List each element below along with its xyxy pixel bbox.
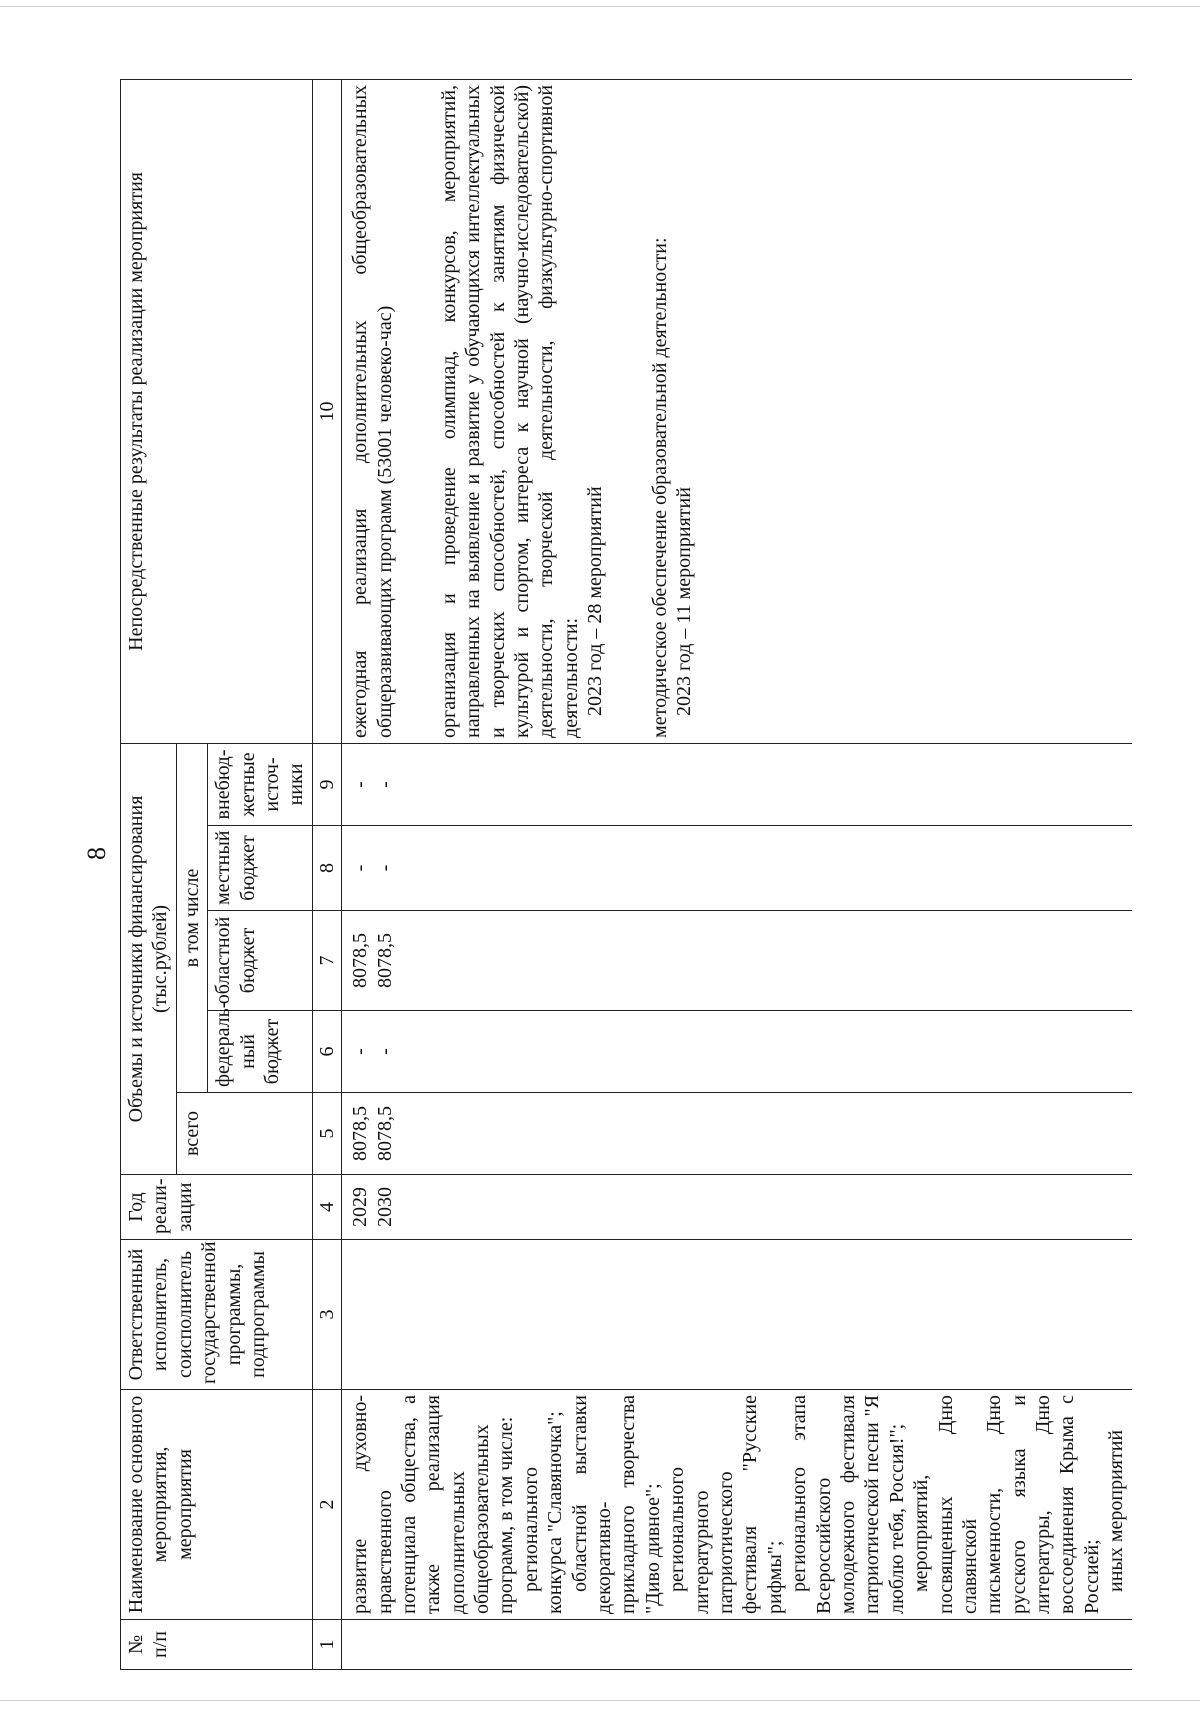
local-value: - [349, 864, 372, 872]
header-financing: Объемы и источники финансирования (тыс.рублей) [121, 743, 177, 1174]
activity-name-cell [342, 1390, 1132, 1620]
row-number-cell [342, 1620, 1132, 1670]
header-total: всего [176, 1093, 312, 1175]
col-number: 5 [312, 1093, 341, 1175]
col-number: 7 [312, 911, 341, 1011]
extra-cell [342, 743, 1132, 825]
header-year: Год реали-зации [121, 1175, 313, 1240]
activity-paragraph: регионального конкурса "Славяночка"; [519, 1411, 567, 1614]
col-number: 9 [312, 743, 341, 825]
result-paragraph: ежегодная реализация дополнительных общеобразовательных общеразвивающих программ (53001 человеко-час) [349, 84, 396, 738]
results-cell [342, 79, 1132, 743]
header-name: Наименование основного мероприятия, мероприятия [121, 1390, 313, 1620]
result-paragraph: 2023 год – 11 мероприятий [673, 487, 696, 716]
year-value: 2029 [349, 1187, 372, 1227]
header-results: Непосредственные результаты реализации мероприятия [121, 79, 313, 743]
regional-cell [342, 911, 1132, 1011]
federal-value: - [349, 1048, 372, 1055]
header-local: местный бюджет [208, 826, 313, 911]
result-paragraph: методическое обеспечение образовательной деятельности: [648, 237, 671, 738]
total-value: 8078,5 [349, 1106, 372, 1161]
activity-paragraph: регионального этапа Всероссийского молодежного фестиваля патриотической песни "Я люблю тебя, Россия!"; [788, 1395, 908, 1614]
result-paragraph: 2023 год – 28 мероприятий [584, 486, 607, 716]
col-number: 6 [312, 1011, 341, 1093]
header-extra: внебюд-жетные источ-ники [208, 743, 313, 825]
year-value: 2030 [373, 1187, 396, 1227]
col-number: 4 [312, 1175, 341, 1240]
table-row [342, 79, 1132, 1669]
regional-value: 8078,5 [349, 933, 372, 988]
activity-paragraph: развитие духовно-нравственного потенциала общества, а также реализация дополнительных общеобразовательных программ, в том числе: [349, 1395, 518, 1614]
program-table [120, 79, 1132, 1670]
executor-cell [342, 1240, 1132, 1390]
extra-value: - [349, 781, 372, 788]
col-number: 1 [312, 1620, 341, 1670]
federal-cell [342, 1011, 1132, 1093]
activity-paragraph: регионального литературного патриотического фестиваля "Русские рифмы"; [666, 1395, 786, 1614]
federal-value: - [373, 1048, 396, 1055]
local-cell [342, 826, 1132, 911]
result-paragraph: организация и проведение олимпиад, конкурсов, мероприятий, направленных на выявление и развитие у обучающихся интеллектуальных и творческих способностей, способностей к занятиям физической культурой и спортом, интереса к научной (научно-исследовательской) деятельности, творческой деятельности, физкультурно-спортивной деятельности: [437, 84, 582, 738]
year-cell [342, 1175, 1132, 1240]
header-number: № п/п [121, 1620, 313, 1670]
regional-value: 8078,5 [373, 933, 396, 988]
header-regional: областной бюджет [208, 911, 313, 1011]
col-number: 2 [312, 1390, 341, 1620]
activity-paragraph: иных мероприятий [1105, 1429, 1128, 1592]
header-executor: Ответственный исполнитель, соисполнитель государственной программы, подпрограммы [121, 1240, 313, 1390]
extra-value: - [373, 781, 396, 788]
page-number: 8 [82, 847, 111, 860]
total-value: 8078,5 [373, 1106, 396, 1161]
col-number: 10 [312, 79, 341, 743]
col-number: 8 [312, 826, 341, 911]
col-number: 3 [312, 1240, 341, 1390]
header-including: в том числе [176, 743, 207, 1092]
total-cell [342, 1093, 1132, 1175]
local-value: - [373, 864, 396, 872]
activity-paragraph: областной выставки декоративно-прикладного творчества "Диво дивное"; [568, 1395, 664, 1614]
activity-paragraph: мероприятий, посвященных Дню славянской письменности, Дню русского языка и литературы, Дню воссоединения Крыма с Россией; [910, 1395, 1103, 1614]
header-federal: федераль-ный бюджет [208, 1011, 313, 1093]
